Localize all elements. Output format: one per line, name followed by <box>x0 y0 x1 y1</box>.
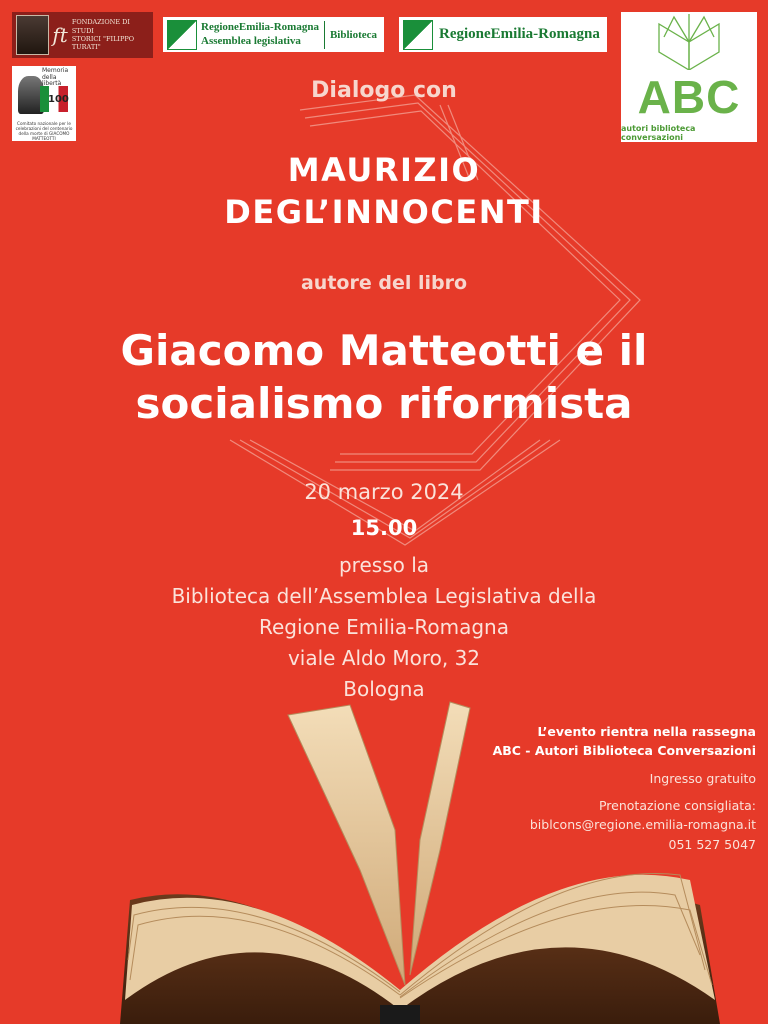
admission-note: Ingresso gratuito <box>649 771 756 786</box>
venue-prefix: presso la <box>338 553 430 577</box>
book-title-line2: socialismo riformista <box>135 378 633 428</box>
booking-phone[interactable]: 051 527 5047 <box>668 836 756 852</box>
series-line2: ABC - Autori Biblioteca Conversazioni <box>492 743 756 759</box>
book-title-line1: Giacomo Matteotti e il <box>120 326 648 375</box>
venue-address: viale Aldo Moro, 32 <box>287 646 481 670</box>
turati-logo-mark: ft <box>52 23 68 47</box>
venue-city: Bologna <box>343 677 425 701</box>
abc-logo-mark: ABC <box>637 71 741 123</box>
author-role: autore del libro <box>300 272 468 294</box>
memoria-caption: Comitato nazionale per le celebrazioni del centenario della morte di GIACOMO MATTEOTTI <box>15 121 73 142</box>
assemblea-logo-line1: RegioneEmilia-Romagna <box>201 20 319 33</box>
assemblea-logo-line2: Assemblea legislativa <box>201 34 301 47</box>
memoria-title: Memoria della libertà <box>42 67 69 88</box>
memoria-number: 100 <box>48 94 69 105</box>
regione-logo-text: RegioneEmilia-Romagna <box>439 26 600 42</box>
biblioteca-label: Biblioteca <box>329 28 378 41</box>
author-name-line2: DEGL’INNOCENTI <box>224 192 544 231</box>
booking-email[interactable]: biblcons@regione.emilia-romagna.it <box>529 817 756 833</box>
booking-label: Prenotazione consigliata: <box>598 798 756 813</box>
series-line1: L’evento rientra nella rassegna <box>537 724 756 739</box>
venue-line2: Regione Emilia-Romagna <box>259 615 509 639</box>
venue-line1: Biblioteca dell’Assemblea Legislativa della <box>171 584 597 608</box>
intro-text: Dialogo con <box>311 78 457 103</box>
event-time: 15.00 <box>350 516 418 540</box>
event-date: 20 marzo 2024 <box>304 480 464 504</box>
author-name-line1: MAURIZIO <box>287 151 481 189</box>
turati-logo-text: FONDAZIONE DI STUDI STORICI "FILIPPO TURATI" <box>71 18 135 52</box>
abc-logo-tagline: autori biblioteca conversazioni <box>621 124 696 142</box>
